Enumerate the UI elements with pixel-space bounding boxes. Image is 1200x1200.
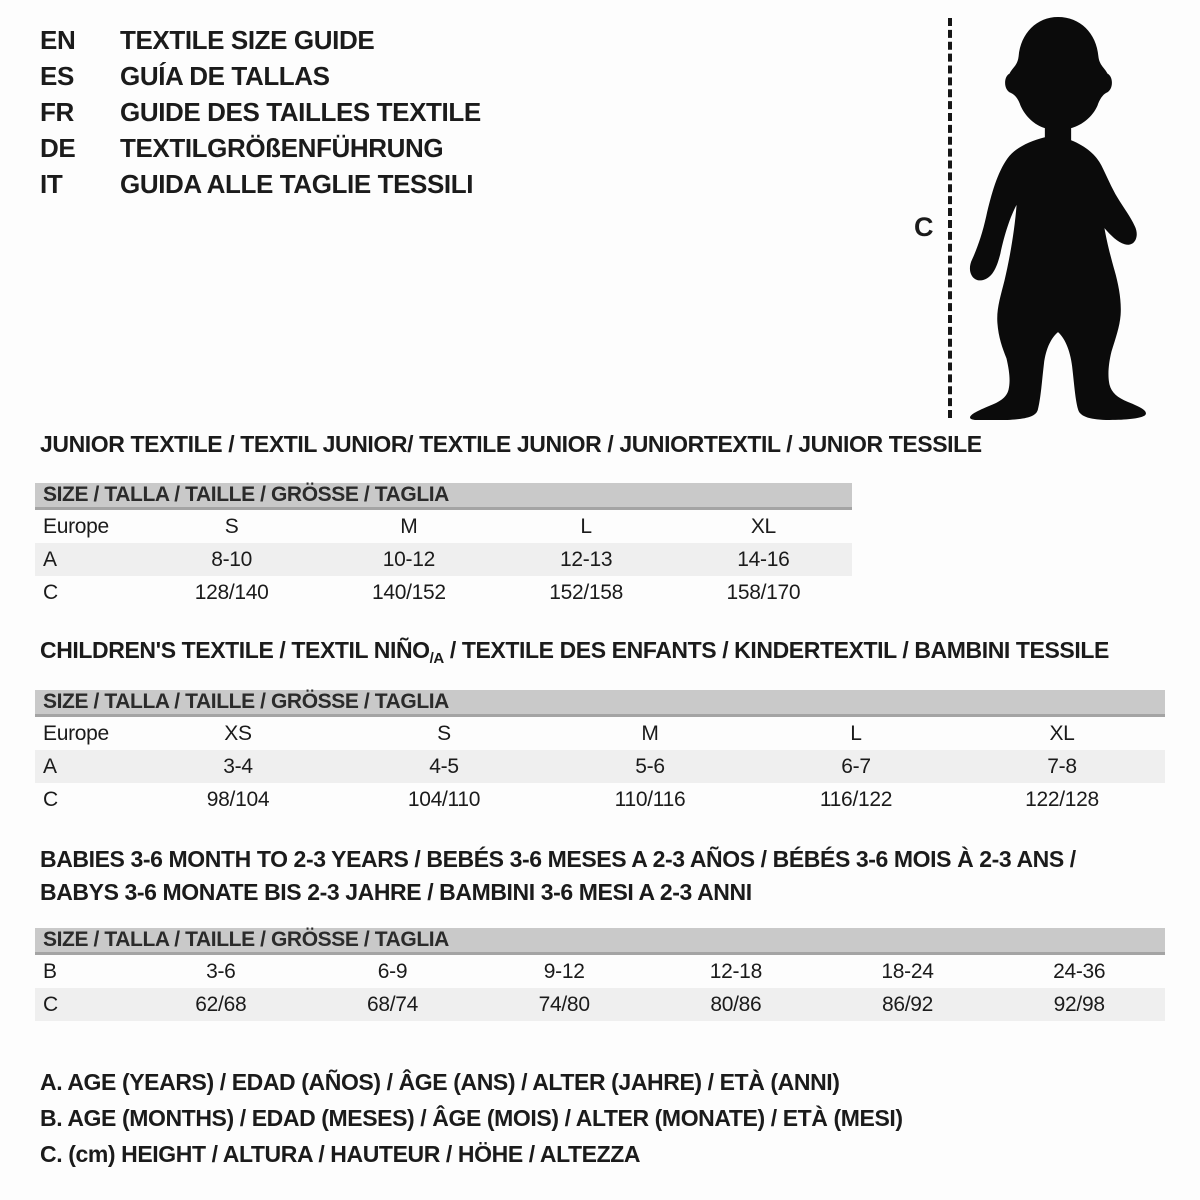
table-row-europe [35, 510, 852, 543]
table-cell: 5-6 [635, 754, 665, 778]
row-label: C [43, 580, 58, 604]
table-cell: 8-10 [211, 547, 253, 571]
row-label: C [43, 787, 58, 811]
table-cell: 128/140 [194, 580, 269, 604]
section-heading-babies-line2: BABYS 3-6 MONATE BIS 2-3 JAHRE / BAMBINI 3-6 MESI A 2-3 ANNI [40, 879, 752, 905]
table-cell: XL [750, 514, 776, 538]
row-label: B [43, 959, 57, 983]
size-table-junior [35, 483, 852, 609]
language-title: TEXTILE SIZE GUIDE [120, 24, 375, 55]
table-cell: 12-18 [709, 959, 762, 983]
table-cell: 116/122 [819, 787, 893, 811]
table-row-height [35, 576, 852, 609]
size-table-children [35, 690, 1165, 816]
language-code: DE [40, 132, 76, 163]
table-cell: S [437, 721, 451, 745]
language-title: GUIDA ALLE TAGLIE TESSILI [120, 168, 474, 199]
table-cell: 68/74 [366, 992, 419, 1016]
table-cell: 80/86 [710, 992, 762, 1016]
table-cell: 18-24 [881, 959, 934, 983]
table-cell: 140/152 [371, 580, 446, 604]
table-cell: M [641, 721, 659, 745]
table-cell: M [400, 514, 418, 538]
section-heading-junior: JUNIOR TEXTILE / TEXTIL JUNIOR/ TEXTILE JUNIOR / JUNIORTEXTIL / JUNIOR TESSILE [40, 431, 982, 457]
table-cell: 92/98 [1053, 992, 1105, 1016]
table-row-height [35, 988, 1165, 1021]
legend-line-a: A. AGE (YEARS) / EDAD (AÑOS) / ÂGE (ANS) / ALTER (JAHRE) / ETÀ (ANNI) [40, 1068, 840, 1095]
table-row-age [35, 543, 852, 576]
table-row-age [35, 750, 1165, 783]
heading-text: CHILDREN'S TEXTILE / TEXTIL NIÑO [40, 637, 430, 663]
language-code: EN [40, 24, 76, 55]
language-row-de [40, 130, 481, 166]
language-row-it [40, 166, 481, 202]
table-cell: S [224, 514, 239, 538]
table-cell: L [850, 721, 862, 745]
table-header-children: SIZE / TALLA / TAILLE / GRÖSSE / TAGLIA [35, 690, 1165, 717]
table-cell: 4-5 [429, 754, 459, 778]
table-cell: 12-13 [560, 547, 613, 571]
language-code: IT [40, 168, 63, 199]
table-header-junior: SIZE / TALLA / TAILLE / GRÖSSE / TAGLIA [35, 483, 852, 510]
table-cell: L [580, 514, 592, 538]
section-heading-children [40, 637, 1109, 667]
table-cell: XL [1049, 721, 1075, 745]
legend-line-b: B. AGE (MONTHS) / EDAD (MESES) / ÂGE (MOIS) / ALTER (MONATE) / ETÀ (MESI) [40, 1104, 903, 1131]
table-cell: 86/92 [881, 992, 934, 1016]
row-label: A [43, 754, 57, 778]
language-title: GUÍA DE TALLAS [120, 60, 330, 91]
language-code: FR [40, 96, 74, 127]
section-heading-babies-line1: BABIES 3-6 MONTH TO 2-3 YEARS / BEBÉS 3-6 MESES A 2-3 AÑOS / BÉBÉS 3-6 MOIS À 2-3 ANS / [40, 846, 1076, 872]
row-label: A [43, 547, 57, 571]
table-header-babies: SIZE / TALLA / TAILLE / GRÖSSE / TAGLIA [35, 928, 1165, 955]
table-cell: 122/128 [1025, 787, 1099, 811]
toddler-silhouette-icon [962, 16, 1154, 420]
height-dashed-line [948, 18, 952, 418]
table-cell: XS [224, 721, 252, 745]
table-cell: 104/110 [407, 787, 481, 811]
language-list [40, 22, 481, 202]
table-row-europe [35, 717, 1165, 750]
table-cell: 6-9 [377, 959, 408, 983]
legend [40, 1064, 903, 1172]
table-cell: 152/158 [549, 580, 624, 604]
table-cell: 110/116 [614, 787, 686, 811]
table-row-height [35, 783, 1165, 816]
table-cell: 24-36 [1053, 959, 1106, 983]
table-cell: 9-12 [543, 959, 585, 983]
language-row-es [40, 58, 481, 94]
row-label: C [43, 992, 58, 1016]
table-row-months [35, 955, 1165, 988]
heading-subscript: /A [429, 650, 444, 667]
table-cell: 98/104 [206, 787, 270, 811]
legend-line-c: C. (cm) HEIGHT / ALTURA / HAUTEUR / HÖHE / ALTEZZA [40, 1140, 641, 1167]
table-cell: 7-8 [1047, 754, 1077, 778]
language-code: ES [40, 60, 74, 91]
row-label: Europe [43, 514, 109, 538]
size-table-babies [35, 928, 1165, 1021]
row-label: Europe [43, 721, 109, 745]
heading-text: / TEXTILE DES ENFANTS / KINDERTEXTIL / BAMBINI TESSILE [443, 637, 1109, 663]
table-cell: 10-12 [382, 547, 435, 571]
language-row-fr [40, 94, 481, 130]
table-cell: 3-6 [206, 959, 236, 983]
table-cell: 6-7 [841, 754, 871, 778]
table-cell: 74/80 [538, 992, 590, 1016]
language-title: TEXTILGRÖßENFÜHRUNG [120, 132, 444, 163]
table-cell: 158/170 [726, 580, 801, 604]
table-cell: 3-4 [223, 754, 253, 778]
height-measure-label: C [914, 212, 934, 242]
table-cell: 14-16 [737, 547, 790, 571]
table-cell: 62/68 [195, 992, 247, 1016]
language-row-en [40, 22, 481, 58]
language-title: GUIDE DES TAILLES TEXTILE [120, 96, 481, 127]
